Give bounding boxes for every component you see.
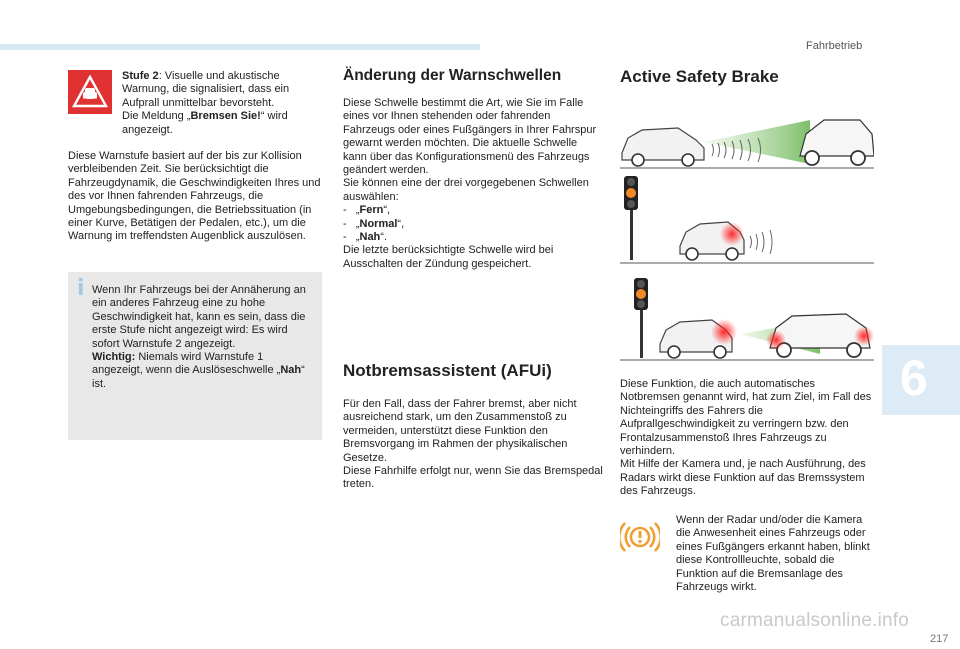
option-nah: Nah <box>359 231 381 244</box>
info-box-text <box>92 284 316 391</box>
section-title: Fahrbetrieb <box>806 40 863 52</box>
active-safety-brake-heading: Active Safety Brake <box>620 67 779 86</box>
collision-warning-icon <box>68 70 112 114</box>
info-important-label: Wichtig: <box>92 351 136 364</box>
scene-car-approach <box>620 120 874 168</box>
afu-text: Für den Fall, dass der Fahrer bremst, aber nicht ausreichend stark, um den Zusammenstoß zu vermeiden, unterstützt diese Funktion den Bremsvorgang im Rahmen der physikalischen Gesetze. <box>343 398 577 464</box>
threshold-text: Diese Schwelle bestimmt die Art, wie Sie im Falle eines vor Ihnen stehenden oder fahrenden Fahrzeugs oder eines Fußgängers in Ihrer Fahrspur gewarnt werden möchten. Die aktuelle Schwelle kann über das Konfigurationsmenü des Fahrzeugs geändert werden. <box>343 97 597 177</box>
threshold-last-text: Die letzte berücksichtigte Schwelle wird bei Ausschalten der Zündung gespeichert. <box>343 244 554 270</box>
info-text-1: Wenn Ihr Fahrzeugs bei der Annäherung an ein anderes Fahrzeug eine zu hohe Geschwindigkeit hat, kann es sein, dass die erste Stufe nicht angezeigt wird: Es wird sofort Warnstufe 2 angezeigt. <box>92 284 306 350</box>
afu-section <box>343 398 605 492</box>
option-fern: Fern <box>359 204 384 217</box>
info-nah: Nah <box>280 364 302 377</box>
info-icon: i <box>77 276 85 301</box>
active-safety-brake-text <box>620 378 878 499</box>
threshold-heading: Änderung der Warnschwellen <box>343 67 562 84</box>
info-text-2: Niemals wird Warnstufe 1 angezeigt, wenn die Auslöseschwelle „ <box>92 351 281 377</box>
asb-text-1: Diese Funktion, die auch automatisches Notbremsen genannt wird, hat zum Ziel, im Fall des Nichteingriffs des Fahrers die Aufprallgeschwindigkeit zu verringern bzw. den Frontalzusammenstoß Ihres Fahrzeugs zu verhindern. <box>620 378 872 458</box>
asb-text-2: Mit Hilfe der Kamera und, je nach Ausführung, des Radars wirkt diese Funktion auf das Bremssystem des Fahrzeugs. <box>620 458 866 498</box>
afu-text-2: Diese Fahrhilfe erfolgt nur, wenn Sie das Bremspedal treten. <box>343 465 603 491</box>
option-normal: Normal <box>359 217 398 230</box>
afu-heading: Notbremsassistent (AFUi) <box>343 361 552 380</box>
info-text-3: “ ist. <box>92 364 305 390</box>
scene-traffic-light-2 <box>620 278 874 360</box>
active-safety-brake-illustration <box>620 108 874 362</box>
threshold-choose-text: Sie können eine der drei vorgegebenen Schwellen auswählen: <box>343 177 589 203</box>
page-number: 217 <box>930 633 949 645</box>
stufe2-description <box>122 70 322 137</box>
lamp-note-text: Wenn der Radar und/oder die Kamera die Anwesenheit eines Fahrzeugs oder eines Fußgängers erkannt haben, blinkt diese Kontrollleuchte, sobald die Funktion auf die Bremsanlage des Fahrzeugs wirkt. <box>676 514 870 594</box>
brake-warning-lamp-icon <box>620 517 660 557</box>
stufe2-label: Stufe 2 <box>122 70 159 82</box>
stufe2-msg-suffix: “ wird angezeigt. <box>122 110 288 136</box>
stufe2-msg-prefix: Die Meldung „ <box>122 110 191 123</box>
watermark: carmanualsonline.info <box>720 610 910 631</box>
scene-traffic-light-1 <box>620 176 874 263</box>
chapter-number: 6 <box>900 350 928 406</box>
threshold-section: Diese Schwelle bestimmt die Art, wie Sie im Falle eines vor Ihnen stehenden oder fahrenden Fahrzeugs oder eines Fußgängers in Ihrer Fahrspur gewarnt werden möchten. Die aktuelle Schwelle kann über das Konfigurationsmenü des Fahrzeugs geändert werden. Sie können eine der drei vorgegebenen Schwellen auswählen: - „Fern“, - „Normal“, - „Nah“. Die letzte berücksichtigte Schwelle wird bei Ausschalten der Zündung gespeichert. <box>343 97 597 270</box>
stufe2-text: : Visuelle und akustische Warnung, die signalisiert, dass ein Aufprall unmittelbar bevorsteht. <box>122 70 290 109</box>
header-bar <box>0 44 480 50</box>
warning-level-paragraph: Diese Warnstufe basiert auf der bis zur Kollision verbleibenden Zeit. Sie berücksichtigt die Fahrzeugdynamik, die Geschwindigkeiten Ihres und des vor Ihnen fahrenden Fahrzeugs, die Umgebungsbedingungen, die Betriebssituation (in einer Kurve, Betätigen der Pedalen, etc.), um die Warnung im treffendsten Augenblick auszulösen. <box>68 150 321 243</box>
stufe2-message: Bremsen Sie! <box>190 110 261 123</box>
